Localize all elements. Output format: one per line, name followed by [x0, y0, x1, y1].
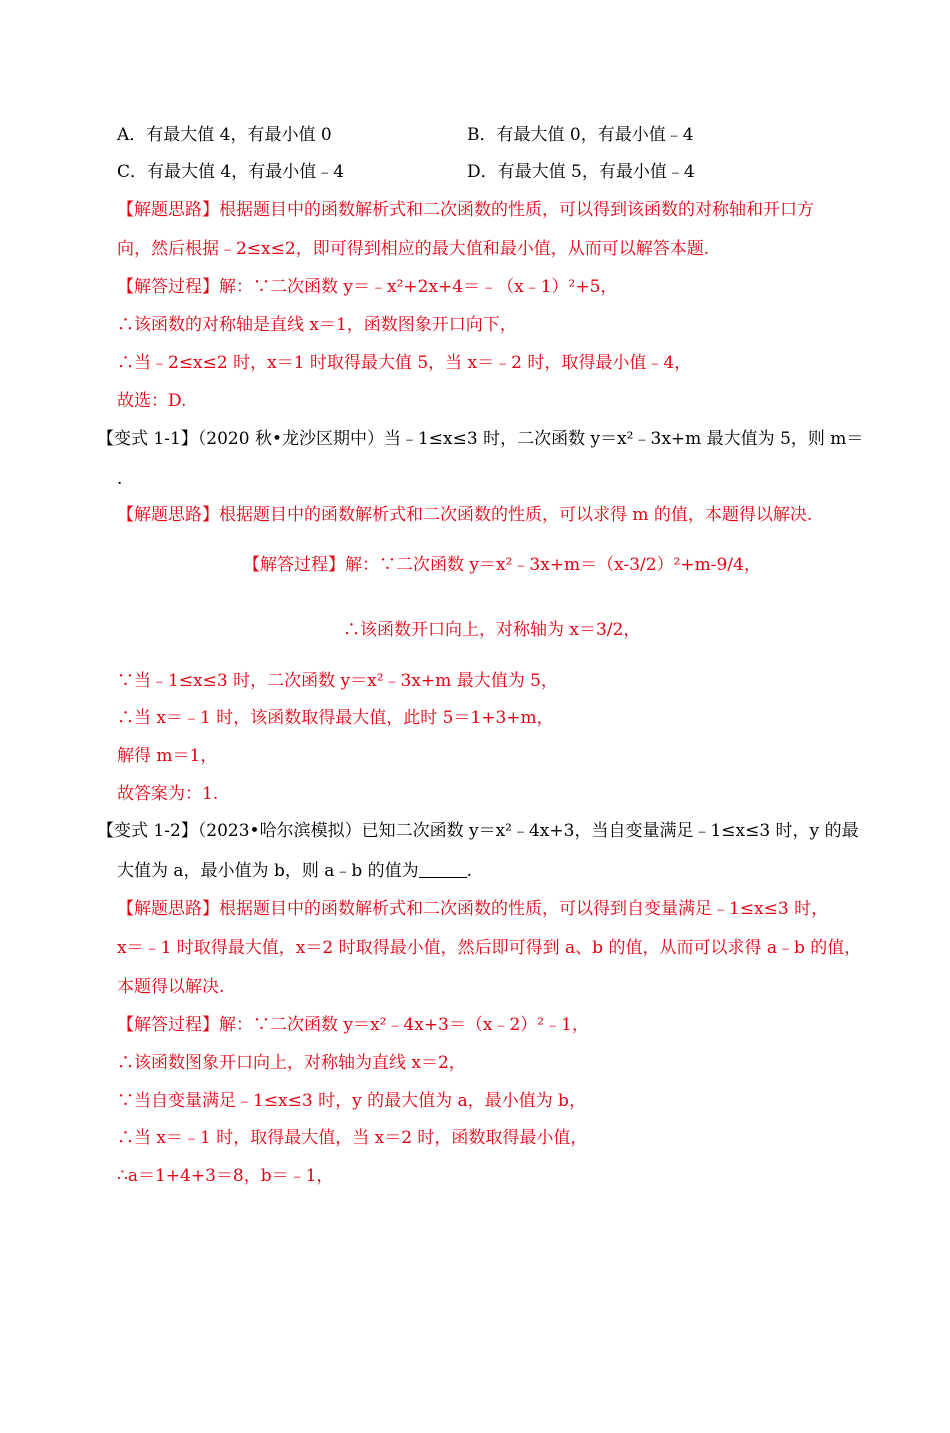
solution-label: 【解答过程】 [117, 1015, 219, 1035]
v11-question-text: （2020 秋•龙沙区期中）当﹣1≤x≤3 时，二次函数 y＝x²﹣3x+m 最大值为 5，则 m＝ [197, 429, 864, 449]
q1-solution-line-1 [117, 276, 617, 298]
v12-thinking-line-3: 本题得以解决. [117, 977, 225, 997]
option-d: D．有最大值 5，有最小值﹣4 [467, 162, 695, 182]
q1-thinking-text: 根据题目中的函数解析式和二次函数的性质，可以得到该函数的对称轴和开口方 [219, 200, 814, 220]
v11-solution-line-1 [243, 552, 761, 578]
v11-question-line-2: . [117, 469, 123, 489]
v11-solution-line-5: 解得 m＝1， [117, 746, 218, 766]
q1-thinking-line-1 [117, 199, 814, 221]
v12-solution-line-3: ∵当自变量满足﹣1≤x≤3 时，y 的最大值为 a，最小值为 b， [117, 1091, 586, 1111]
solution-label: 【解答过程】 [243, 555, 345, 575]
v12-question-line-1 [97, 820, 859, 842]
v12-solution-line-4: ∴当 x＝﹣1 时，取得最大值，当 x＝2 时，函数取得最小值， [117, 1128, 588, 1148]
v11-solution-line-4: ∴当 x＝﹣1 时，该函数取得最大值，此时 5＝1+3+m， [117, 708, 554, 728]
option-b: B．有最大值 0，有最小值﹣4 [467, 125, 694, 145]
q1-solution-line-2: ∴该函数的对称轴是直线 x＝1，函数图象开口向下， [117, 315, 517, 335]
v11-thinking-line [117, 504, 812, 526]
v11-label: 【变式 1-1】 [97, 429, 198, 449]
v12-solution-text: 解：∵二次函数 y＝x²﹣4x+3＝（x﹣2）²﹣1， [219, 1015, 589, 1035]
q1-solution-line-3: ∴当﹣2≤x≤2 时，x＝1 时取得最大值 5，当 x＝﹣2 时，取得最小值﹣4， [117, 353, 692, 373]
v12-solution-line-5: ∴a＝1+4+3＝8，b＝﹣1， [117, 1166, 334, 1186]
v11-solution-line-2: ∴该函数开口向上，对称轴为 x＝3/2， [343, 620, 641, 640]
v12-thinking-text: 根据题目中的函数解析式和二次函数的性质，可以得到自变量满足﹣1≤x≤3 时， [219, 899, 829, 919]
q1-solution-line-4: 故选：D. [117, 391, 187, 411]
q1-solution-text: 解：∵二次函数 y＝﹣x²+2x+4＝﹣（x﹣1）²+5， [219, 277, 618, 297]
v11-question-line-1 [97, 428, 863, 450]
v11-thinking-text: 根据题目中的函数解析式和二次函数的性质，可以求得 m 的值，本题得以解决. [219, 505, 813, 525]
option-c: C．有最大值 4，有最小值﹣4 [117, 162, 345, 182]
v12-question-text: （2023•哈尔滨模拟）已知二次函数 y＝x²﹣4x+3，当自变量满足﹣1≤x≤3 时，y 的最 [197, 821, 859, 841]
v11-solution-line-6: 故答案为：1. [117, 784, 219, 804]
solution-label: 【解答过程】 [117, 277, 219, 297]
v12-thinking-line-2: x＝﹣1 时取得最大值，x＝2 时取得最小值，然后即可得到 a、b 的值，从而可以求得 a﹣b 的值， [117, 938, 862, 958]
v12-question-line-2: 大值为 a，最小值为 b，则 a﹣b 的值为 . [117, 861, 473, 881]
q1-thinking-line-2: 向，然后根据﹣2≤x≤2，即可得到相应的最大值和最小值，从而可以解答本题. [117, 239, 710, 259]
v12-label: 【变式 1-2】 [97, 821, 198, 841]
v12-thinking-line-1 [117, 898, 828, 920]
thinking-label: 【解题思路】 [117, 899, 219, 919]
thinking-label: 【解题思路】 [117, 505, 219, 525]
v12-solution-line-2: ∴该函数图象开口向上，对称轴为直线 x＝2， [117, 1053, 466, 1073]
option-a: A．有最大值 4，有最小值 0 [117, 125, 332, 145]
v11-solution-text: 解：∵二次函数 y＝x²﹣3x+m＝（x-3/2）²+m-9/4， [345, 555, 761, 575]
answer-blank[interactable] [419, 861, 467, 878]
v12-solution-line-1 [117, 1014, 589, 1036]
v12-question-text-2: 大值为 a，最小值为 b，则 a﹣b 的值为 [117, 861, 419, 881]
v11-solution-line-3: ∵当﹣1≤x≤3 时，二次函数 y＝x²﹣3x+m 最大值为 5， [117, 671, 558, 691]
thinking-label: 【解题思路】 [117, 200, 219, 220]
